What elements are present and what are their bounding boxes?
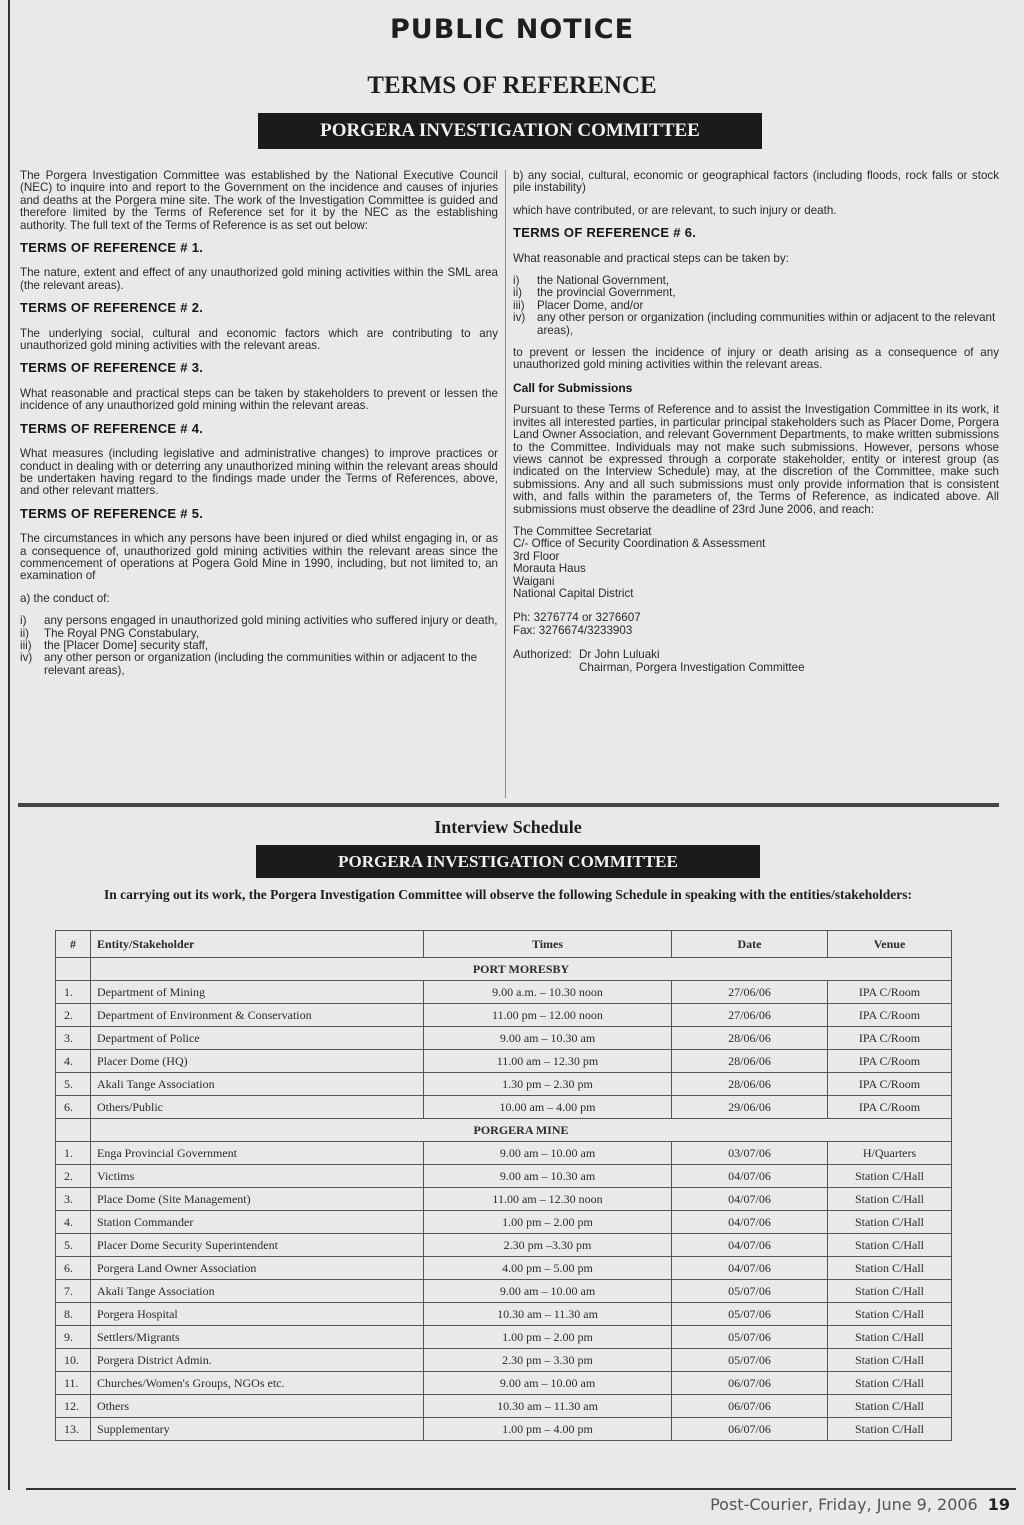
- phone-number: Ph: 3276774 or 3276607: [513, 611, 641, 625]
- table-row: [56, 1073, 952, 1096]
- header-entity: Entity/Stakeholder: [91, 931, 424, 958]
- row-venue: Station C/Hall: [828, 1349, 952, 1372]
- row-date: 04/07/06: [672, 1165, 828, 1188]
- table-row: [56, 1234, 952, 1257]
- header-date: Date: [672, 931, 828, 958]
- row-time: 11.00 am – 12.30 noon: [424, 1188, 672, 1211]
- row-entity: Porgera District Admin.: [91, 1349, 424, 1372]
- terms-of-reference-title: TERMS OF REFERENCE: [367, 72, 657, 99]
- row-date: 05/07/06: [672, 1326, 828, 1349]
- row-time: 1.00 pm – 2.00 pm: [424, 1326, 672, 1349]
- row-number: 5.: [56, 1234, 91, 1257]
- row-time: 2.30 pm –3.30 pm: [424, 1234, 672, 1257]
- row-entity: Station Commander: [91, 1211, 424, 1234]
- row-entity: Victims: [91, 1165, 424, 1188]
- row-venue: IPA C/Room: [828, 1096, 952, 1119]
- list-item: iv) any other person or organization (including the communities within or adjacent to the relevant areas),: [20, 651, 478, 677]
- table-row: [56, 1211, 952, 1234]
- row-time: 1.30 pm – 2.30 pm: [424, 1073, 672, 1096]
- row-date: 28/06/06: [672, 1073, 828, 1096]
- row-number: 3.: [56, 1188, 91, 1211]
- row-entity: Porgera Land Owner Association: [91, 1257, 424, 1280]
- row-venue: IPA C/Room: [828, 1050, 952, 1073]
- address-line: C/- Office of Security Coordination & Assessment: [513, 537, 766, 551]
- row-number: 2.: [56, 1004, 91, 1027]
- row-time: 9.00 am – 10.30 am: [424, 1165, 672, 1188]
- row-number: 4.: [56, 1050, 91, 1073]
- which-paragraph: which have contributed, or are relevant, to such injury or death.: [513, 203, 837, 217]
- section-label: PORT MORESBY: [91, 958, 952, 981]
- table-header-row: [56, 931, 952, 958]
- table-row: [56, 1349, 952, 1372]
- authorized-label: Authorized:: [513, 648, 572, 662]
- table-row: [56, 1142, 952, 1165]
- row-time: 9.00 a.m. – 10.30 noon: [424, 981, 672, 1004]
- row-number: 10.: [56, 1349, 91, 1372]
- tor-6-text: What reasonable and practical steps can be taken by:: [513, 251, 789, 265]
- row-time: 1.00 pm – 2.00 pm: [424, 1211, 672, 1234]
- intro-paragraph: The Porgera Investigation Committee was established by the National Executive Council (NEC) to inquire into and report to the Government on the incidence and causes of injuries and deaths at the Porgera mine site. The work of the Investigation Committee is guided and therefore limited by the Terms of Reference set for it by the NEC as the establishing authority. The full text of the Terms of Reference is as set out below:: [20, 169, 498, 232]
- row-venue: Station C/Hall: [828, 1257, 952, 1280]
- table-row: [56, 1372, 952, 1395]
- authorizer-title: Chairman, Porgera Investigation Committee: [579, 660, 805, 674]
- tor-3-heading: TERMS OF REFERENCE # 3.: [20, 360, 204, 376]
- tor-5-heading: TERMS OF REFERENCE # 5.: [20, 505, 204, 521]
- list-item: i) any persons engaged in unauthorized gold mining activities who suffered injury or death,: [20, 614, 498, 628]
- row-number: 13.: [56, 1418, 91, 1441]
- list-item: ii) The Royal PNG Constabulary,: [20, 626, 200, 640]
- row-number: 4.: [56, 1211, 91, 1234]
- section-spacer: [56, 1119, 91, 1142]
- row-number: 12.: [56, 1395, 91, 1418]
- list-item: iv) any other person or organization (including communities within or adjacent to the relevant areas),: [513, 311, 996, 337]
- address-line: Waigani: [513, 574, 555, 588]
- table-row: [56, 981, 952, 1004]
- row-time: 10.30 am – 11.30 am: [424, 1303, 672, 1326]
- row-venue: Station C/Hall: [828, 1303, 952, 1326]
- row-venue: Station C/Hall: [828, 1372, 952, 1395]
- left-column: [20, 170, 498, 687]
- tor-2-heading: TERMS OF REFERENCE # 2.: [20, 300, 204, 316]
- table-row: [56, 1395, 952, 1418]
- factors-paragraph: b) any social, cultural, economic or geographical factors (including floods, rock falls or stock pile instability): [513, 169, 999, 195]
- table-row: [56, 1027, 952, 1050]
- row-date: 05/07/06: [672, 1303, 828, 1326]
- committee-banner: PORGERA INVESTIGATION COMMITTEE: [258, 113, 762, 149]
- table-row: [56, 1096, 952, 1119]
- row-venue: Station C/Hall: [828, 1395, 952, 1418]
- row-date: 05/07/06: [672, 1280, 828, 1303]
- row-date: 28/06/06: [672, 1027, 828, 1050]
- section-row: [56, 958, 952, 981]
- row-entity: Placer Dome Security Superintendent: [91, 1234, 424, 1257]
- row-venue: Station C/Hall: [828, 1211, 952, 1234]
- public-notice-title: PUBLIC NOTICE: [389, 14, 635, 45]
- interview-schedule-title: Interview Schedule: [434, 817, 582, 837]
- section-row: [56, 1119, 952, 1142]
- table-row: [56, 1280, 952, 1303]
- fax-number: Fax: 3276674/3233903: [513, 623, 633, 637]
- tor-5-text: The circumstances in which any persons have been injured or died whilst engaging in, or as a consequence of, unauthorized gold mining activities within the relevant areas since the commencement of operations at Pogera Gold Mine in 1990, including, but not limited to, an examination of: [20, 532, 498, 583]
- tor-1-text: The nature, extent and effect of any unauthorized gold mining activities within the SML area (the relevant areas).: [20, 266, 498, 292]
- row-entity: Others: [91, 1395, 424, 1418]
- row-entity: Department of Environment & Conservation: [91, 1004, 424, 1027]
- row-time: 1.00 pm – 4.00 pm: [424, 1418, 672, 1441]
- footer-rule: [26, 1488, 1016, 1490]
- row-entity: Department of Mining: [91, 981, 424, 1004]
- row-entity: Supplementary: [91, 1418, 424, 1441]
- tor-6-heading: TERMS OF REFERENCE # 6.: [513, 225, 697, 241]
- row-date: 06/07/06: [672, 1395, 828, 1418]
- page-number: 19: [987, 1495, 1010, 1514]
- row-venue: Station C/Hall: [828, 1280, 952, 1303]
- row-venue: IPA C/Room: [828, 1073, 952, 1096]
- table-row: [56, 1303, 952, 1326]
- table-row: [56, 1326, 952, 1349]
- row-number: 2.: [56, 1165, 91, 1188]
- row-date: 04/07/06: [672, 1211, 828, 1234]
- row-venue: IPA C/Room: [828, 981, 952, 1004]
- header-num: #: [56, 931, 91, 958]
- authorization: [513, 649, 999, 674]
- tor-1-heading: TERMS OF REFERENCE # 1.: [20, 240, 204, 256]
- address-line: Morauta Haus: [513, 562, 586, 576]
- row-time: 11.00 pm – 12.00 noon: [424, 1004, 672, 1027]
- list-item: i) the National Government,: [513, 274, 670, 288]
- call-for-submissions-heading: Call for Submissions: [513, 380, 633, 395]
- address-line: 3rd Floor: [513, 549, 560, 563]
- row-time: 4.00 pm – 5.00 pm: [424, 1257, 672, 1280]
- row-time: 9.00 am – 10.00 am: [424, 1280, 672, 1303]
- row-number: 6.: [56, 1257, 91, 1280]
- row-entity: Churches/Women's Groups, NGOs etc.: [91, 1372, 424, 1395]
- row-number: 6.: [56, 1096, 91, 1119]
- row-entity: Porgera Hospital: [91, 1303, 424, 1326]
- publication-line: Post-Courier, Friday, June 9, 2006: [710, 1495, 978, 1514]
- row-number: 5.: [56, 1073, 91, 1096]
- schedule-committee-banner: PORGERA INVESTIGATION COMMITTEE: [256, 845, 760, 878]
- tor-2-text: The underlying social, cultural and economic factors which are contributing to any unauthorized gold mining activities with the relevant areas.: [20, 326, 498, 353]
- tor-4-heading: TERMS OF REFERENCE # 4.: [20, 420, 204, 436]
- right-column: [513, 170, 999, 674]
- table-row: [56, 1165, 952, 1188]
- page-footer: [710, 1495, 1010, 1514]
- tor-6-list: [513, 275, 999, 337]
- row-time: 2.30 pm – 3.30 pm: [424, 1349, 672, 1372]
- row-entity: Place Dome (Site Management): [91, 1188, 424, 1211]
- row-time: 9.00 am – 10.00 am: [424, 1142, 672, 1165]
- call-for-submissions-text: Pursuant to these Terms of Reference and to assist the Investigation Committee in its work, it invites all interested parties, in particular principal stakeholders such as Placer Dome, Porgera Land Owner Association, and relevant Government Departments, to make written submissions to the Committee. Individuals may not make such submissions. However, persons whose views cannot be expressed through a corporate stakeholder, entity or interest group (as indicated on the Interview Schedule) may, at the discretion of the Committee, make such submissions. Any and all such submissions must only provide information that is consistent with, and falls within the parameters of, the Terms of Reference, as indicated above. All submissions must observe the deadline of 23rd June 2006, and reach:: [513, 403, 999, 516]
- row-number: 8.: [56, 1303, 91, 1326]
- tor-5-list: [20, 615, 498, 677]
- table-row: [56, 1188, 952, 1211]
- column-divider: [505, 170, 506, 798]
- row-date: 04/07/06: [672, 1234, 828, 1257]
- row-date: 29/06/06: [672, 1096, 828, 1119]
- table-row: [56, 1050, 952, 1073]
- row-time: 9.00 am – 10.30 am: [424, 1027, 672, 1050]
- row-time: 11.00 am – 12.30 pm: [424, 1050, 672, 1073]
- address-line: The Committee Secretariat: [513, 524, 652, 538]
- row-date: 04/07/06: [672, 1257, 828, 1280]
- row-entity: Others/Public: [91, 1096, 424, 1119]
- section-spacer: [56, 958, 91, 981]
- row-venue: Station C/Hall: [828, 1188, 952, 1211]
- list-item: iii) Placer Dome, and/or: [513, 298, 644, 312]
- row-time: 10.00 am – 4.00 pm: [424, 1096, 672, 1119]
- row-entity: Placer Dome (HQ): [91, 1050, 424, 1073]
- row-entity: Department of Police: [91, 1027, 424, 1050]
- row-date: 27/06/06: [672, 1004, 828, 1027]
- row-number: 1.: [56, 1142, 91, 1165]
- row-date: 05/07/06: [672, 1349, 828, 1372]
- prevent-paragraph: to prevent or lessen the incidence of injury or death arising as a consequence of any unauthorized gold mining activities within the relevant areas.: [513, 346, 999, 372]
- row-date: 27/06/06: [672, 981, 828, 1004]
- row-entity: Settlers/Migrants: [91, 1326, 424, 1349]
- secretariat-address: [513, 526, 999, 637]
- row-venue: Station C/Hall: [828, 1418, 952, 1441]
- row-venue: Station C/Hall: [828, 1234, 952, 1257]
- row-date: 06/07/06: [672, 1418, 828, 1441]
- row-time: 10.30 am – 11.30 am: [424, 1395, 672, 1418]
- tor-4-text: What measures (including legislative and administrative changes) to improve practices or conduct in dealing with or deterring any unauthorized mining within the relevant areas should be undertaken having regard to the findings made under the Terms of References, above, and other relevant matters.: [20, 447, 498, 498]
- row-entity: Akali Tange Association: [91, 1073, 424, 1096]
- schedule-intro: In carrying out its work, the Porgera Investigation Committee will observe the following Schedule in speaking with the entities/stakeholders:: [103, 887, 913, 902]
- row-venue: Station C/Hall: [828, 1326, 952, 1349]
- row-date: 03/07/06: [672, 1142, 828, 1165]
- row-date: 28/06/06: [672, 1050, 828, 1073]
- section-separator: [18, 803, 999, 807]
- authorizer-name: Dr John Luluaki: [579, 648, 660, 662]
- table-row: [56, 1004, 952, 1027]
- row-number: 1.: [56, 981, 91, 1004]
- header-times: Times: [424, 931, 672, 958]
- table-row: [56, 1257, 952, 1280]
- row-number: 3.: [56, 1027, 91, 1050]
- row-date: 04/07/06: [672, 1188, 828, 1211]
- row-number: 7.: [56, 1280, 91, 1303]
- tor-3-text: What reasonable and practical steps can be taken by stakeholders to prevent or lessen the incidence of any unauthorized gold mining within the relevant areas.: [20, 386, 498, 413]
- row-number: 11.: [56, 1372, 91, 1395]
- schedule-body: [56, 958, 952, 1441]
- list-item: iii) the [Placer Dome] security staff,: [20, 638, 209, 652]
- row-entity: Akali Tange Association: [91, 1280, 424, 1303]
- list-item: ii) the provincial Government,: [513, 286, 676, 300]
- row-venue: IPA C/Room: [828, 1004, 952, 1027]
- section-label: PORGERA MINE: [91, 1119, 952, 1142]
- table-row: [56, 1418, 952, 1441]
- row-time: 9.00 am – 10.00 am: [424, 1372, 672, 1395]
- row-date: 06/07/06: [672, 1372, 828, 1395]
- row-entity: Enga Provincial Government: [91, 1142, 424, 1165]
- address-line: National Capital District: [513, 586, 634, 600]
- row-venue: IPA C/Room: [828, 1027, 952, 1050]
- tor-5-sub: a) the conduct of:: [20, 591, 110, 605]
- page-edge-rule: [8, 0, 10, 1490]
- row-venue: Station C/Hall: [828, 1165, 952, 1188]
- header-venue: Venue: [828, 931, 952, 958]
- row-venue: H/Quarters: [828, 1142, 952, 1165]
- interview-schedule-table: [55, 930, 952, 1441]
- row-number: 9.: [56, 1326, 91, 1349]
